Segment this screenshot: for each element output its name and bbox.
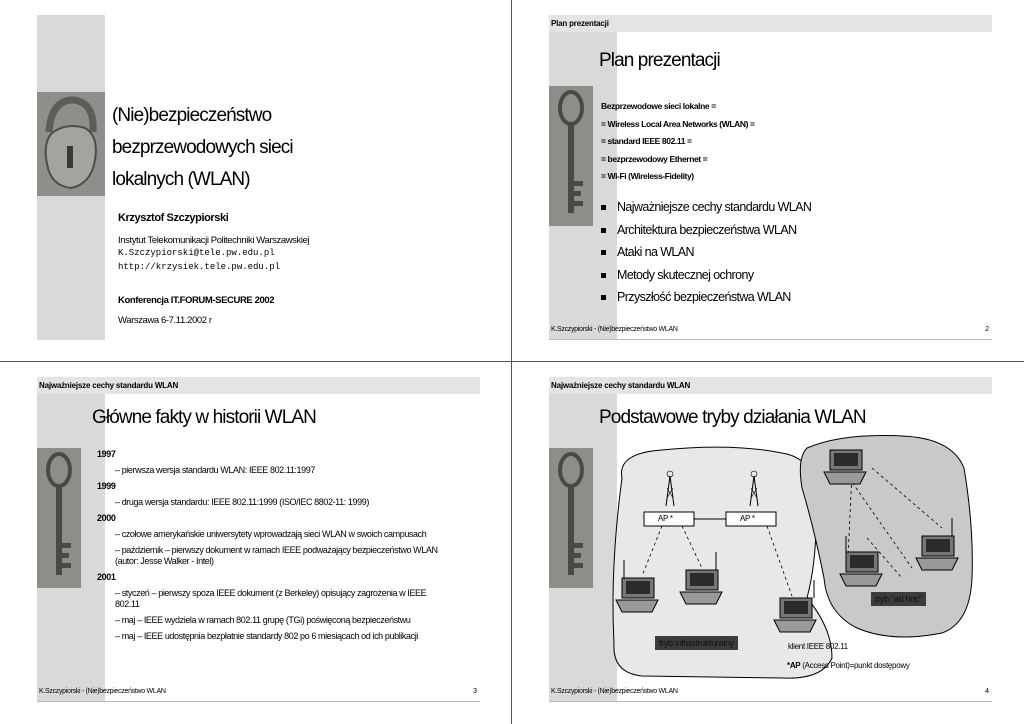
slide-4 [512, 362, 1023, 723]
list-item: Ataki na WLAN [599, 245, 811, 268]
slide-3 [0, 362, 511, 723]
footer-text: K.Szczypiorski - (Nie)bezpieczeństwo WLAN [551, 688, 678, 695]
institute: Instytut Telekomunikacji Politechniki Warszawskiej [118, 235, 310, 246]
email: K.Szczypiorski@tele.pw.edu.pl [118, 248, 275, 258]
slide-header: Najważniejsze cechy standardu WLAN [37, 377, 480, 394]
year-1999: 1999 [97, 481, 116, 491]
page-number: 2 [985, 326, 989, 333]
key-photo [37, 448, 81, 588]
slide-header: Plan prezentacji [549, 15, 992, 32]
year-1997: 1997 [97, 449, 116, 459]
padlock-photo [37, 92, 105, 196]
footer-rule [549, 339, 992, 340]
client-label: klient IEEE 802.11 [788, 642, 848, 651]
year-2000: 2000 [97, 513, 116, 523]
list-item: Architektura bezpieczeństwa WLAN [599, 223, 811, 246]
list-item: Przyszłość bezpieczeństwa WLAN [599, 290, 811, 313]
key-icon [549, 448, 593, 588]
fact-item: – październik – pierwszy dokument w ramach IEEE podważający bezpieczeństwo WLAN (autor: Jesse Walker - Intel) [115, 545, 438, 566]
footer-text: K.Szczypiorski - (Nie)bezpieczeństwo WLAN [39, 688, 166, 695]
list-item: Metody skutecznej ochrony [599, 268, 811, 291]
fact-item: – pierwsza wersja standardu WLAN: IEEE 802.11:1997 [115, 465, 315, 475]
year-2001: 2001 [97, 572, 116, 582]
footer-rule [37, 701, 480, 702]
list-item: Najważniejsze cechy standardu WLAN [599, 200, 811, 223]
fact-item: – druga wersja standardu: IEEE 802.11:1999 (ISO/IEC 8802-11: 1999) [115, 497, 369, 507]
homepage-url: http://krzysiek.tele.pw.edu.pl [118, 262, 281, 272]
author-name: Krzysztof Szczypiorski [118, 212, 229, 224]
laptop-4 [824, 450, 866, 484]
padlock-icon [37, 92, 105, 196]
presentation-title: (Nie)bezpieczeństwo bezprzewodowych sieci lokalnych (WLAN) [112, 105, 293, 190]
fact-item: – maj – IEEE udostępnia bezpłatnie standardy 802 po 6 miesiącach od ich publikacji [115, 631, 418, 641]
agenda-list [599, 200, 811, 313]
conference: Konferencja IT.FORUM-SECURE 2002 [118, 295, 275, 306]
ap-label-1: AP * [658, 514, 673, 523]
slide-2 [512, 0, 1023, 361]
page-number: 4 [985, 688, 989, 695]
key-icon [37, 448, 81, 588]
fact-item: – styczeń – pierwszy spoza IEEE dokument (z Berkeley) opisujący zagrożenia w IEEE 802.11 [115, 588, 427, 609]
infrastructure-label: tryb infrastrukturalny [655, 636, 738, 650]
slide-1 [0, 0, 511, 361]
footer-text: K.Szczypiorski - (Nie)bezpieczeństwo WLAN [551, 326, 678, 333]
slide-header: Najważniejsze cechy standardu WLAN [549, 377, 992, 394]
wlan-definitions: Bezprzewodowe sieci lokalne = = Wireless Local Area Networks (WLAN) = = standard IEEE 802.11 = = bezprzewodowy Ethernet = = Wi-Fi (Wireless-Fidelity) [601, 101, 755, 181]
slide-title: Główne fakty w historii WLAN [92, 407, 316, 428]
ap-label-2: AP * [740, 514, 755, 523]
footer-rule [549, 701, 992, 702]
key-photo [549, 86, 593, 226]
place-date: Warszawa 6-7.11.2002 r [118, 315, 212, 326]
slide-title: Plan prezentacji [599, 50, 720, 71]
key-icon [549, 86, 593, 226]
history-facts [97, 449, 447, 647]
slide-title: Podstawowe tryby działania WLAN [599, 407, 866, 428]
key-photo [549, 448, 593, 588]
fact-item: – czołowe amerykańskie uniwersytety wprowadzają sieci WLAN w swoich campusach [115, 529, 427, 539]
fact-item: – maj – IEEE wydziela w ramach 802.11 grupę (TGi) poświęconą bezpieczeństwu [115, 615, 411, 625]
page-number: 3 [473, 688, 477, 695]
adhoc-label: tryb "ad hoc" [871, 592, 926, 606]
ap-footnote: *AP (Access Point)=punkt dostępowy [787, 661, 910, 670]
